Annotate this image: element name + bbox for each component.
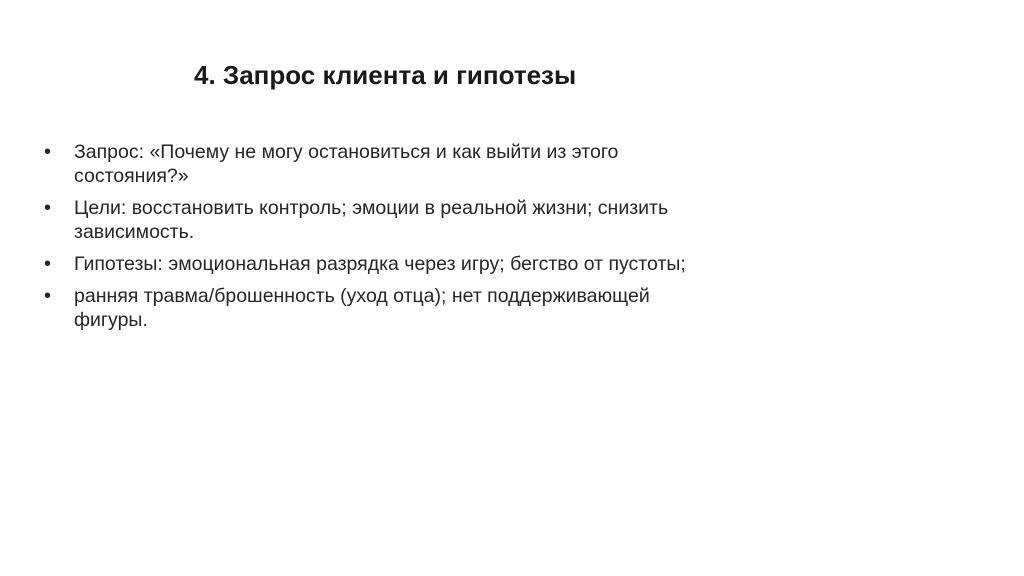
bullet-icon: • bbox=[44, 253, 52, 275]
bullet-text: ранняя травма/брошенность (уход отца); нет поддерживающей фигуры. bbox=[74, 285, 650, 331]
bullet-text: Гипотезы: эмоциональная разрядка через игру; бегство от пустоты; bbox=[74, 253, 686, 275]
bullet-item-trauma bbox=[44, 284, 724, 332]
bullet-item-hypotheses bbox=[44, 252, 724, 276]
bullet-item-request bbox=[44, 140, 724, 188]
bullet-list bbox=[44, 140, 724, 340]
bullet-icon: • bbox=[44, 141, 52, 163]
bullet-icon: • bbox=[44, 197, 52, 219]
bullet-item-goals bbox=[44, 196, 724, 244]
bullet-text: Цели: восстановить контроль; эмоции в реальной жизни; снизить зависимость. bbox=[74, 197, 669, 243]
bullet-text: Запрос: «Почему не могу остановиться и как выйти из этого состояния?» bbox=[74, 141, 619, 187]
bullet-icon: • bbox=[44, 285, 52, 307]
slide-title: 4. Запрос клиента и гипотезы bbox=[194, 60, 577, 90]
